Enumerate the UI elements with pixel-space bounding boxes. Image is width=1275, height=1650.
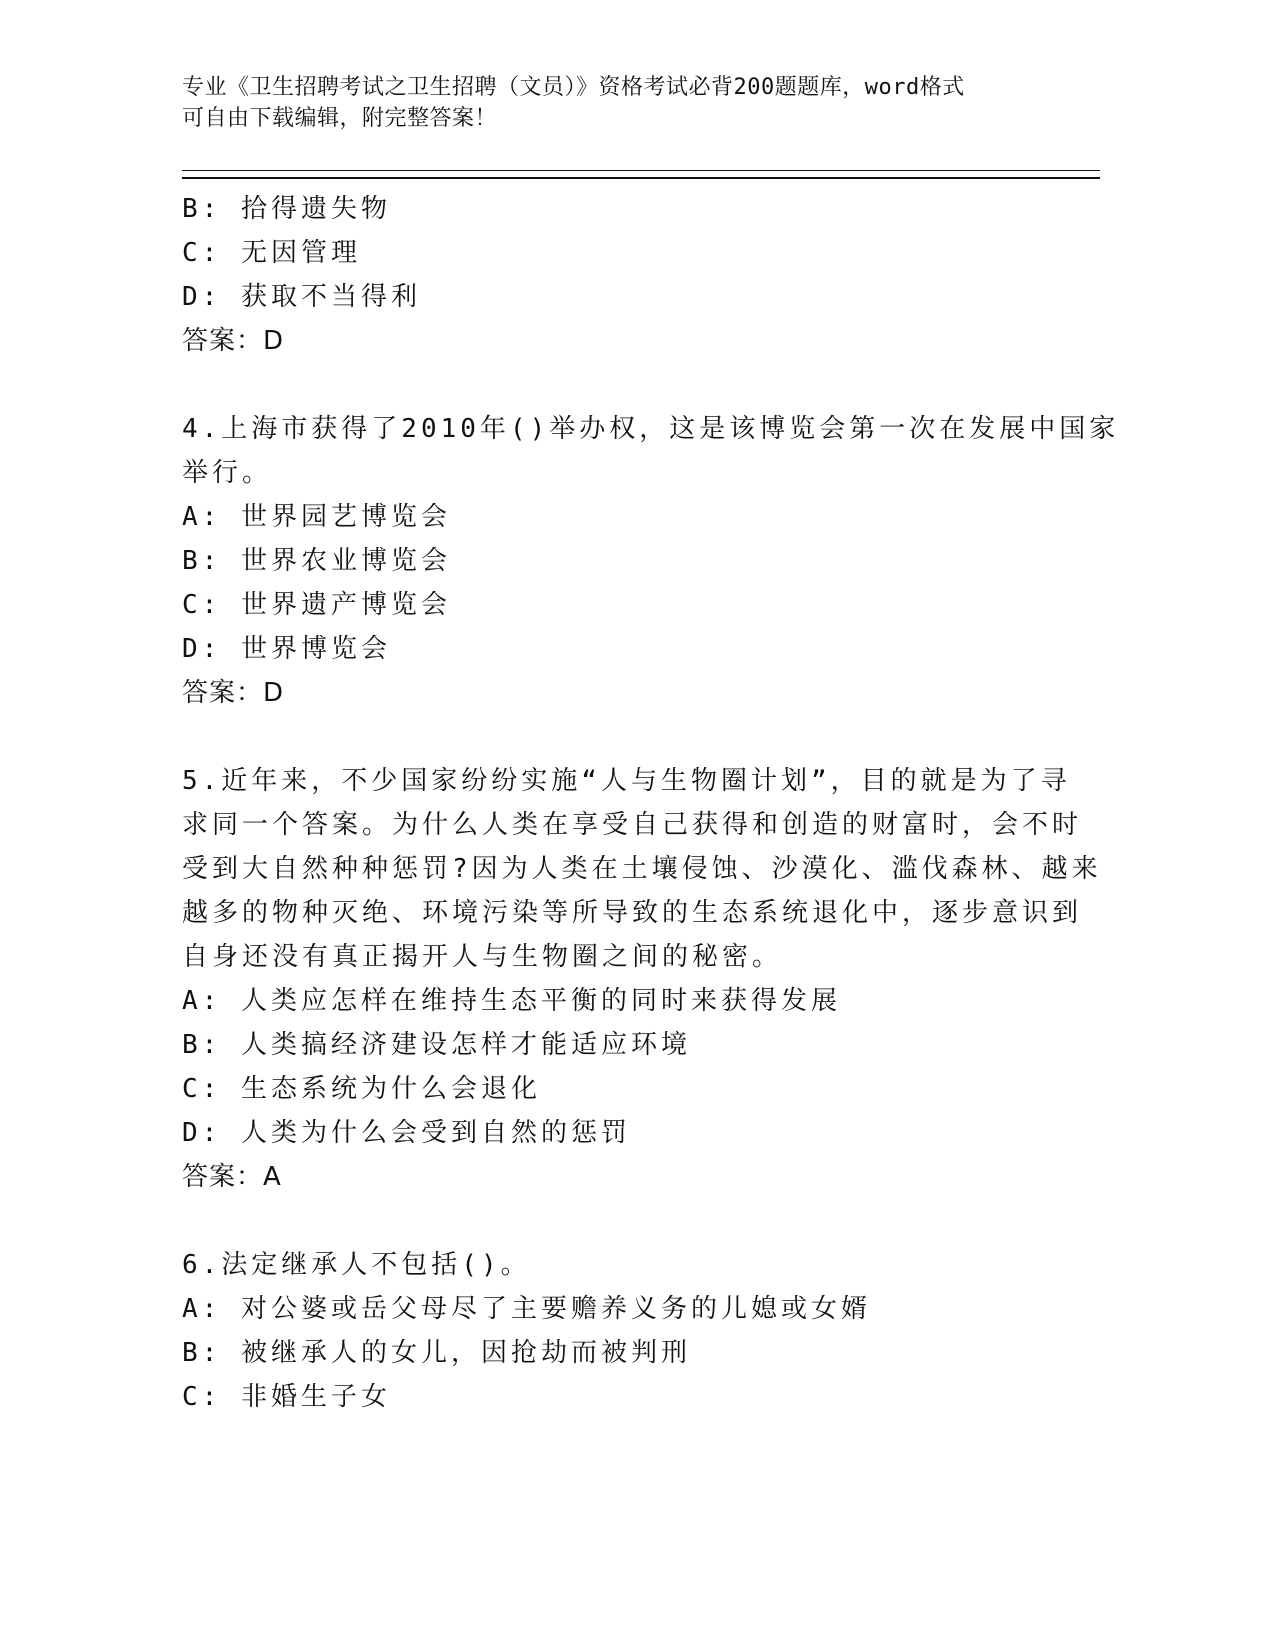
option-b: B: 人类搞经济建设怎样才能适应环境	[182, 1030, 691, 1060]
question-stem: 举行。	[182, 458, 273, 488]
header-title-line-1: 专业《卫生招聘考试之卫生招聘（文员）》资格考试必背200题题库，word格式	[182, 75, 965, 100]
question-stem: 4.上海市获得了2010年()举办权，这是该博览会第一次在发展中国家	[182, 414, 1120, 444]
option-c: C: 非婚生子女	[182, 1382, 391, 1412]
option-c: C: 世界遗产博览会	[182, 590, 451, 620]
question-spacer	[182, 715, 1082, 759]
answer-line: 答案：D	[182, 326, 285, 356]
question-stem: 自身还没有真正揭开人与生物圈之间的秘密。	[182, 942, 783, 972]
option-d: D: 获取不当得利	[182, 282, 421, 312]
option-b: B: 世界农业博览会	[182, 546, 451, 576]
question-stem: 越多的物种灭绝、环境污染等所导致的生态系统退化中，逐步意识到	[182, 898, 1083, 928]
option-a: A: 世界园艺博览会	[182, 502, 451, 532]
header-rule-thick	[182, 177, 1100, 179]
question-6	[182, 1243, 1082, 1419]
answer-line: 答案：D	[182, 678, 285, 708]
answer-line: 答案：A	[182, 1162, 282, 1192]
option-a: A: 对公婆或岳父母尽了主要赡养义务的儿媳或女婿	[182, 1294, 871, 1324]
header-rule-thin	[182, 170, 1100, 171]
question-4	[182, 407, 1120, 715]
question-stem: 5.近年来，不少国家纷纷实施“人与生物圈计划”，目的就是为了寻	[182, 766, 1071, 796]
option-b: B: 拾得遗失物	[182, 194, 391, 224]
question-stem: 6.法定继承人不包括()。	[182, 1250, 531, 1280]
option-b: B: 被继承人的女儿，因抢劫而被判刑	[182, 1338, 691, 1368]
option-a: A: 人类应怎样在维持生态平衡的同时来获得发展	[182, 986, 841, 1016]
option-c: C: 无因管理	[182, 238, 361, 268]
option-d: D: 人类为什么会受到自然的惩罚	[182, 1118, 631, 1148]
option-d: D: 世界博览会	[182, 634, 391, 664]
question-spacer	[182, 1199, 1082, 1243]
option-c: C: 生态系统为什么会退化	[182, 1074, 541, 1104]
header-title-line-2: 可自由下载编辑，附完整答案！	[182, 106, 498, 131]
question-stem: 受到大自然种种惩罚?因为人类在土壤侵蚀、沙漠化、滥伐森林、越来	[182, 854, 1102, 884]
question-spacer	[182, 363, 1082, 407]
question-5	[182, 759, 1102, 1199]
question-3-tail	[182, 187, 1082, 363]
page-header	[182, 72, 1082, 134]
question-stem: 求同一个答案。为什么人类在享受自己获得和创造的财富时，会不时	[182, 810, 1083, 840]
question-list	[182, 187, 1120, 1419]
